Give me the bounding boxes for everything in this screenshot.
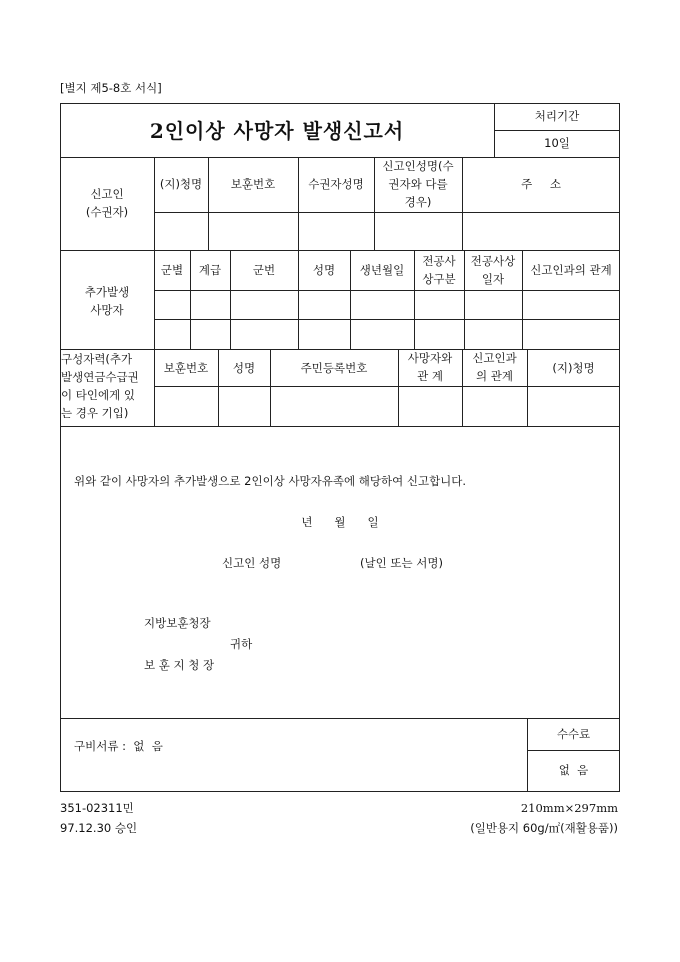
documents-label: 구비서류 : 없 음 [74,739,163,753]
family-header-name: 성명 [232,361,256,375]
approval-date: 97.12.30 승인 [60,821,138,835]
addressee-line1: 지방보훈청장 [144,616,211,630]
statement-text: 위와 같이 사망자의 추가발생으로 2인이상 사망자유족에 해당하여 신고합니다. [74,474,467,488]
family-header-office: (지)청명 [552,361,595,375]
reporter-header-office: (지)청명 [159,177,203,191]
form-label: [별지 제5-8호 서식] [60,81,162,95]
deceased-header-name: 성명 [312,263,336,277]
deceased-label: 추가발생 [84,285,130,299]
form-number: 351-02311민 [60,801,134,815]
deceased-header-type-line1: 전공사 [422,254,456,268]
deceased-header-branch: 군별 [160,263,184,277]
deceased-header-birthdate: 생년월일 [359,263,405,277]
reporter-sublabel: (수권자) [85,205,129,219]
paper-type: (일반용지 60g/㎡(재활용품)) [470,821,618,835]
processing-period-label: 처리기간 [534,109,580,123]
deceased-header-service-no: 군번 [252,263,276,277]
family-label-line4: 는 경우 기입) [61,406,129,420]
signature-label: 신고인 성명 [222,556,282,570]
addressee-honorific: 귀하 [230,637,253,651]
deceased-header-date-line1: 전공사상 [470,254,516,268]
reporter-header-address: 주 소 [521,177,561,191]
family-header-relation-reporter-1: 신고인과 [472,351,517,365]
reporter-header-veteran-no: 보훈번호 [230,177,276,191]
deceased-header-rank: 계급 [198,263,222,277]
family-header-relation-reporter-2: 의 관계 [476,369,513,383]
deceased-header-type-line2: 상구분 [422,272,456,286]
reporter-header-name-line1: 신고인성명(수 [382,159,454,173]
family-header-veteran-no: 보훈번호 [163,361,209,375]
reporter-header-authorized-name: 수권자성명 [308,177,364,191]
processing-period-value: 10일 [544,136,570,150]
family-header-resident-no: 주민등록번호 [300,361,368,375]
reporter-label: 신고인 [90,187,124,201]
fee-label: 수수료 [556,727,591,741]
reporter-header-name-line3: 경우) [404,195,432,209]
deceased-header-date-line2: 일자 [481,272,505,286]
fee-value: 없 음 [558,763,589,777]
paper-size: 210mm×297mm [520,801,618,815]
family-header-relation-deceased-1: 사망자와 [407,351,453,365]
addressee-line2: 보 훈 지 청 장 [144,658,215,672]
signature-note: (날인 또는 서명) [360,556,443,570]
deceased-header-relation: 신고인과의 관계 [530,263,612,277]
family-header-relation-deceased-2: 관 계 [417,369,443,383]
form-title: 2인이상 사망자 발생신고서 [149,119,405,143]
family-label-line3: 이 타인에게 있 [61,388,135,402]
reporter-header-name-line2: 권자와 다를 [388,177,448,191]
family-label-line1: 구성자력(추가 [61,352,133,366]
family-label-line2: 발생연금수급권 [61,370,139,384]
deceased-sublabel: 사망자 [90,303,124,317]
date-line: 년 월 일 [301,515,379,529]
